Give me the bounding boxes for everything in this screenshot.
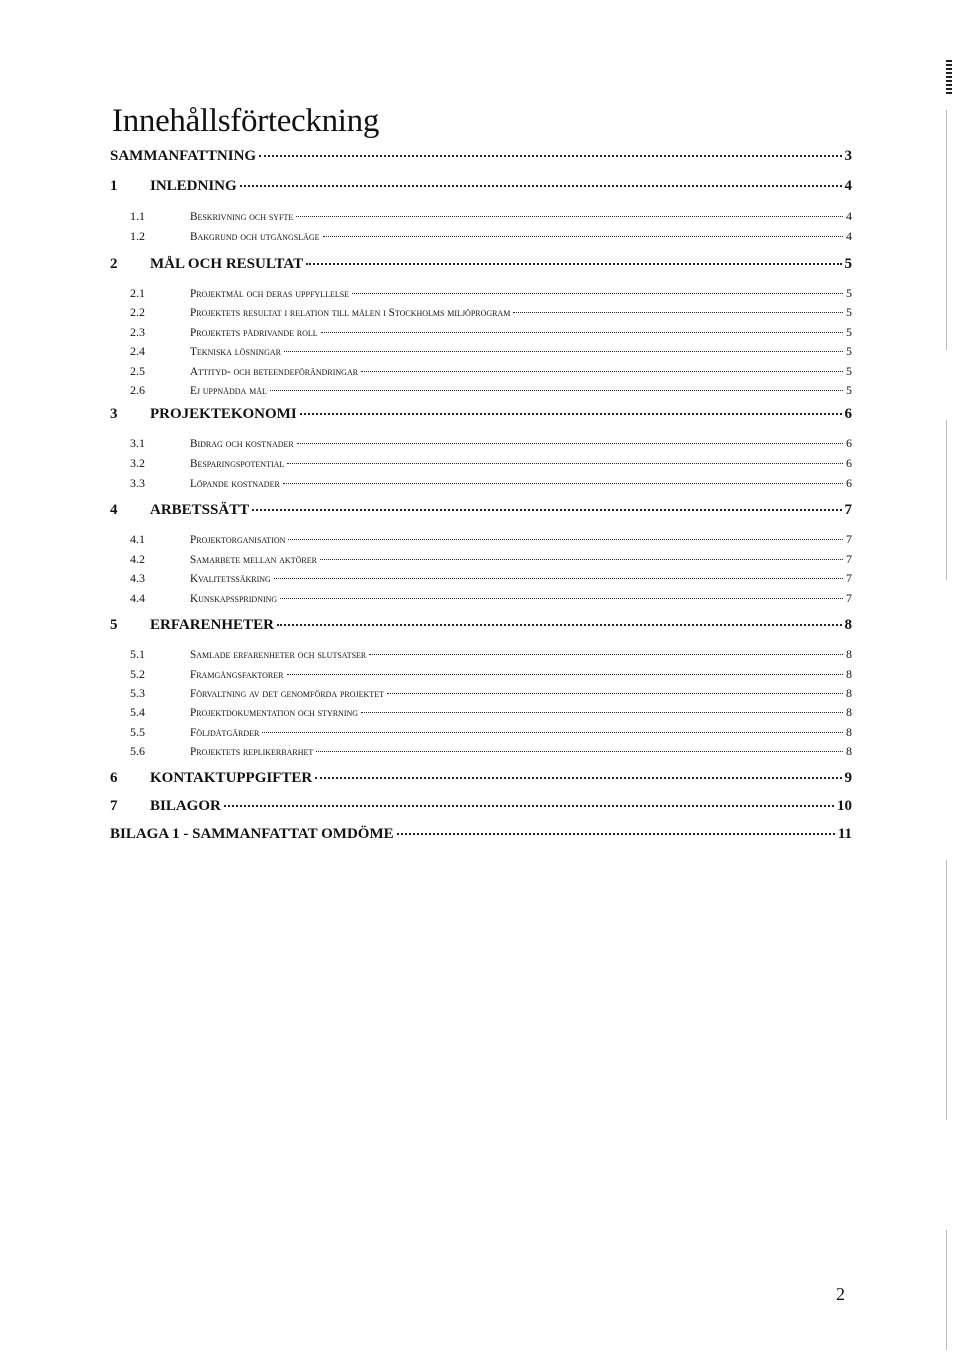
dot-leader xyxy=(277,624,842,626)
toc-entry[interactable] xyxy=(110,826,852,843)
toc-subentry[interactable] xyxy=(110,744,852,759)
toc-entry-page: 9 xyxy=(844,770,852,786)
scan-edge-mark xyxy=(946,60,952,96)
toc-subentry[interactable] xyxy=(110,229,852,244)
toc-subentry[interactable] xyxy=(110,476,852,491)
toc-entry-title: Löpande kostnader xyxy=(190,478,280,490)
toc-entry[interactable] xyxy=(110,256,852,273)
toc-entry-page: 8 xyxy=(846,667,852,681)
toc-subentry[interactable] xyxy=(110,383,852,398)
toc-entry-number: 4.2 xyxy=(130,552,145,566)
dot-leader xyxy=(387,693,843,694)
toc-entry-title: Projektets resultat i relation till målen i Stockholms miljöprogram xyxy=(190,307,511,319)
toc-entry-title: Följdåtgärder xyxy=(190,727,260,739)
toc-entry-number: 3.2 xyxy=(130,456,145,470)
toc-entry-number: 2 xyxy=(110,256,118,272)
dot-leader xyxy=(259,155,841,157)
toc-entry-page: 10 xyxy=(837,798,852,814)
toc-entry-number: 2.3 xyxy=(130,325,145,339)
dot-leader xyxy=(270,390,843,391)
dot-leader xyxy=(224,805,834,807)
toc-entry-page: 8 xyxy=(846,686,852,700)
toc-subentry[interactable] xyxy=(110,591,852,606)
toc-subentry[interactable] xyxy=(110,667,852,682)
toc-entry[interactable] xyxy=(110,406,852,423)
toc-entry-page: 5 xyxy=(846,383,852,397)
toc-entry-number: 1.1 xyxy=(130,209,145,223)
dot-leader xyxy=(296,216,843,217)
dot-leader xyxy=(361,712,843,713)
toc-entry-number: 2.2 xyxy=(130,305,145,319)
toc-entry-number: 4.4 xyxy=(130,591,145,605)
toc-subentry[interactable] xyxy=(110,436,852,451)
dot-leader xyxy=(287,463,843,464)
toc-entry-number: 4.1 xyxy=(130,532,145,546)
toc-entry-title: Projektets pådrivande roll xyxy=(190,327,318,339)
toc-entry[interactable] xyxy=(110,770,852,787)
toc-entry-page: 7 xyxy=(844,502,852,518)
dot-leader xyxy=(306,263,841,265)
toc-subentry[interactable] xyxy=(110,647,852,662)
toc-entry-number: 3 xyxy=(110,406,118,422)
dot-leader xyxy=(300,413,842,415)
toc-entry-page: 5 xyxy=(846,364,852,378)
toc-entry-title: Projektmål och deras uppfyllelse xyxy=(190,288,350,300)
toc-entry-page: 11 xyxy=(837,826,852,842)
dot-leader xyxy=(397,833,835,835)
toc-entry-title: BILAGA 1 - SAMMANFATTAT OMDÖME xyxy=(110,826,394,842)
toc-entry-page: 7 xyxy=(846,532,852,546)
dot-leader xyxy=(320,559,843,560)
toc-subentry[interactable] xyxy=(110,344,852,359)
toc-entry-number: 5.5 xyxy=(130,725,145,739)
dot-leader xyxy=(321,332,843,333)
toc-entry-title: Samarbete mellan aktörer xyxy=(190,554,317,566)
toc-entry-number: 5.1 xyxy=(130,647,145,661)
toc-entry-page: 5 xyxy=(846,305,852,319)
toc-entry-page: 8 xyxy=(846,647,852,661)
toc-entry-page: 6 xyxy=(846,436,852,450)
page-number: 2 xyxy=(836,1284,845,1304)
toc-entry-title: Ej uppnådda mål xyxy=(190,385,267,397)
dot-leader xyxy=(297,443,843,444)
dot-leader xyxy=(274,578,843,579)
dot-leader xyxy=(280,598,843,599)
toc-entry-number: 2.5 xyxy=(130,364,145,378)
toc-entry[interactable] xyxy=(110,502,852,519)
toc-entry-page: 5 xyxy=(846,344,852,358)
toc-entry-number: 4 xyxy=(110,502,118,518)
toc-entry-title: Kvalitetssäkring xyxy=(190,573,271,585)
toc-entry-title: Projektdokumentation och styrning xyxy=(190,707,359,719)
dot-leader xyxy=(284,351,843,352)
toc-entry-title: SAMMANFATTNING xyxy=(110,148,257,164)
toc-entry-number: 5 xyxy=(110,617,118,633)
toc-subentry[interactable] xyxy=(110,364,852,379)
toc-entry-number: 1 xyxy=(110,178,118,194)
toc-entry-title: Bakgrund och utgångsläge xyxy=(190,231,320,243)
dot-leader xyxy=(252,509,841,511)
dot-leader xyxy=(361,371,843,372)
toc-entry-number: 2.1 xyxy=(130,286,145,300)
dot-leader xyxy=(288,539,843,540)
dot-leader xyxy=(287,674,844,675)
toc-entry-page: 8 xyxy=(846,744,852,758)
toc-entry-number: 5.4 xyxy=(130,705,145,719)
toc-entry-page: 5 xyxy=(846,286,852,300)
toc-entry-page: 4 xyxy=(846,209,852,223)
toc-entry-title: Bidrag och kostnader xyxy=(190,438,294,450)
toc-entry-title: ARBETSSÄTT xyxy=(150,502,250,518)
toc-entry-title: Beskrivning och syfte xyxy=(190,211,294,223)
scan-edge-line xyxy=(946,110,947,350)
toc-subentry[interactable] xyxy=(110,571,852,586)
toc-entry-page: 4 xyxy=(844,178,852,194)
dot-leader xyxy=(240,185,842,187)
toc-entry-page: 8 xyxy=(844,617,852,633)
toc-entry-title: ERFARENHETER xyxy=(150,617,274,633)
dot-leader xyxy=(262,732,843,733)
dot-leader xyxy=(316,751,843,752)
toc-entry-title: Besparingspotential xyxy=(190,458,285,470)
dot-leader xyxy=(352,293,843,294)
toc-entry-page: 8 xyxy=(846,705,852,719)
toc-entry-page: 5 xyxy=(846,325,852,339)
toc-entry-title: Attityd- och beteendeförändringar xyxy=(190,366,359,378)
toc-entry[interactable] xyxy=(110,178,852,195)
toc-entry[interactable] xyxy=(110,798,852,815)
toc-entry-number: 7 xyxy=(110,798,118,814)
toc-entry-page: 8 xyxy=(846,725,852,739)
toc-subentry[interactable] xyxy=(110,456,852,471)
toc-entry-page: 4 xyxy=(846,229,852,243)
toc-entry-page: 6 xyxy=(844,406,852,422)
toc-entry-page: 6 xyxy=(846,456,852,470)
page-title: Innehållsförteckning xyxy=(112,103,380,139)
toc-subentry[interactable] xyxy=(110,686,852,701)
toc-subentry[interactable] xyxy=(110,209,852,224)
dot-leader xyxy=(323,236,844,237)
toc-subentry[interactable] xyxy=(110,286,852,301)
toc-entry-number: 5.6 xyxy=(130,744,145,758)
toc-entry-title: Projektorganisation xyxy=(190,534,286,546)
toc-entry[interactable] xyxy=(110,617,852,634)
scan-edge-line xyxy=(946,860,947,1120)
toc-entry-title: Tekniska lösningar xyxy=(190,346,281,358)
toc-entry-title: Kunskapsspridning xyxy=(190,593,278,605)
toc-entry-number: 5.2 xyxy=(130,667,145,681)
toc-entry-page: 6 xyxy=(846,476,852,490)
toc-entry-title: BILAGOR xyxy=(150,798,221,814)
dot-leader xyxy=(369,654,843,655)
toc-entry-title: Framgångsfaktorer xyxy=(190,669,284,681)
toc-subentry[interactable] xyxy=(110,325,852,340)
toc-entry-title: Förvaltning av det genomförda projektet xyxy=(190,688,384,700)
toc-entry[interactable] xyxy=(110,148,852,165)
toc-entry-number: 2.4 xyxy=(130,344,145,358)
toc-entry-page: 5 xyxy=(844,256,852,272)
toc-entry-number: 6 xyxy=(110,770,118,786)
toc-entry-number: 2.6 xyxy=(130,383,145,397)
scan-edge-line xyxy=(946,1230,947,1350)
toc-entry-number: 1.2 xyxy=(130,229,145,243)
toc-entry-page: 7 xyxy=(846,571,852,585)
toc-entry-title: Projektets replikerbarhet xyxy=(190,746,314,758)
toc-entry-number: 3.1 xyxy=(130,436,145,450)
toc-subentry[interactable] xyxy=(110,725,852,740)
toc-entry-title: INLEDNING xyxy=(150,178,237,194)
toc-entry-number: 4.3 xyxy=(130,571,145,585)
dot-leader xyxy=(513,312,843,313)
toc-subentry[interactable] xyxy=(110,532,852,547)
toc-entry-page: 7 xyxy=(846,591,852,605)
dot-leader xyxy=(283,483,843,484)
toc-entry-number: 3.3 xyxy=(130,476,145,490)
toc-entry-title: MÅL OCH RESULTAT xyxy=(150,256,304,272)
toc-entry-number: 5.3 xyxy=(130,686,145,700)
toc-subentry[interactable] xyxy=(110,552,852,567)
toc-subentry[interactable] xyxy=(110,705,852,720)
toc-entry-title: PROJEKTEKONOMI xyxy=(150,406,297,422)
toc-entry-title: KONTAKTUPPGIFTER xyxy=(150,770,313,786)
toc-entry-page: 3 xyxy=(844,148,852,164)
toc-entry-title: Samlade erfarenheter och slutsatser xyxy=(190,649,367,661)
toc-entry-page: 7 xyxy=(846,552,852,566)
scan-edge-line xyxy=(946,420,947,580)
dot-leader xyxy=(315,777,841,779)
toc-subentry[interactable] xyxy=(110,305,852,320)
